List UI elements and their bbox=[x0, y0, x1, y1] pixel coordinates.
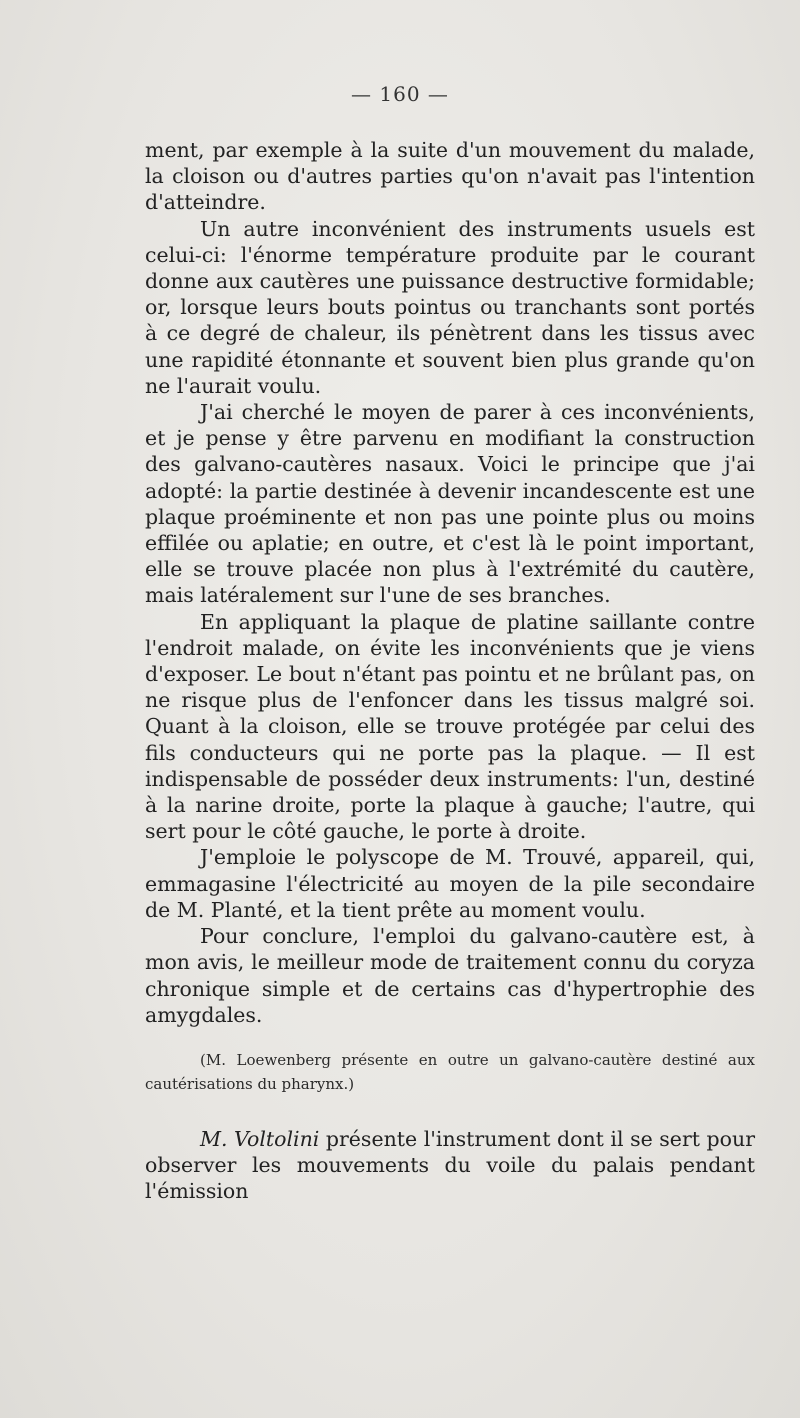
paragraph: Un autre inconvénient des instruments usuels est celui-ci: l'énorme température produite par le courant donne aux cautères une puissance destructive formidable; or, lorsque leurs bouts pointus ou tranchants sont portés à ce degré de chaleur, ils pénètrent dans les tissus avec une rapidité étonnante et souvent bien plus grande qu'on ne l'aurait voulu. bbox=[145, 216, 755, 398]
paragraph: ment, par exemple à la suite d'un mouvement du malade, la cloison ou d'autres parties qu'on n'avait pas l'intention d'atteindre. bbox=[145, 138, 755, 215]
spacer bbox=[145, 1096, 755, 1126]
body-text bbox=[145, 137, 755, 1205]
paragraph: En appliquant la plaque de platine saillante contre l'endroit malade, on évite les inconvénients que je viens d'exposer. Le bout n'étant pas pointu et ne brûlant pas, on ne risque plus de l'enfoncer dans les tissus malgré soi. Quant à la cloison, elle se trouve protégée par celui des fils conducteurs qui ne porte pas la plaque. — Il est indispensable de posséder deux instruments: l'un, destiné à la narine droite, porte la plaque à gauche; l'autre, qui sert pour le côté gauche, le porte à droite. bbox=[145, 609, 755, 844]
paragraph: J'emploie le polyscope de M. Trouvé, appareil, qui, emmagasine l'électricité au moyen de la pile secondaire de M. Planté, et la tient prête au moment voulu. bbox=[145, 845, 755, 922]
footnote: (M. Loewenberg présente en outre un galvano-cautère destiné aux cautérisations du pharynx.) bbox=[145, 1050, 755, 1093]
final-paragraph bbox=[145, 1126, 755, 1205]
speaker-name: M. Voltolini bbox=[200, 1126, 320, 1151]
page-number: — 160 — bbox=[351, 82, 449, 106]
final-text: présente l'instrument dont il se sert pour observer les mouvements du voile du palais pendant l'émission bbox=[145, 1126, 755, 1204]
paragraph: J'ai cherché le moyen de parer à ces inconvénients, et je pense y être parvenu en modifiant la construction des galvano-cautères nasaux. Voici le principe que j'ai adopté: la partie destinée à devenir incandescente est une plaque proéminente et non pas une pointe plus ou moins effilée ou aplatie; en outre, et c'est là le point important, elle se trouve placée non plus à l'extrémité du cautère, mais latéralement sur l'une de ses branches. bbox=[145, 400, 755, 608]
paragraph: Pour conclure, l'emploi du galvano-cautère est, à mon avis, le meilleur mode de traitement connu du coryza chronique simple et de certains cas d'hypertrophie des amygdales. bbox=[145, 924, 755, 1027]
